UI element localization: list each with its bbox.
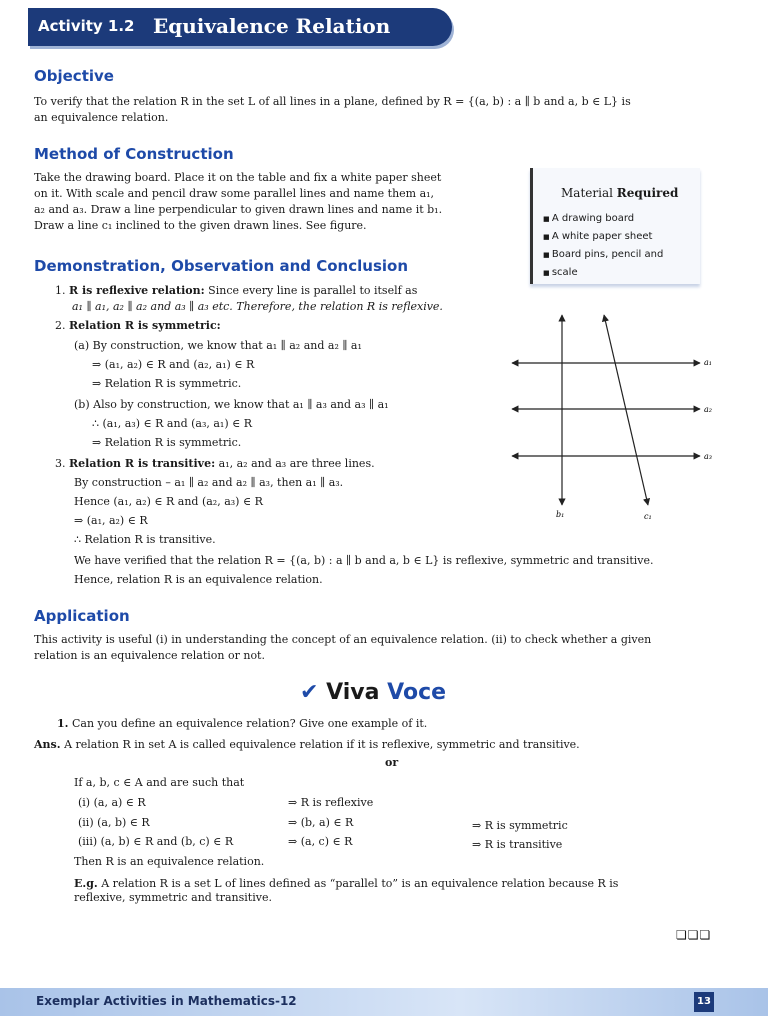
point-3-line-4: ⇒ (a₁, a₂) ∈ R [74, 514, 148, 527]
application-heading: Application [34, 607, 130, 625]
label-b1: b₁ [556, 510, 565, 519]
point-1-text: Since every line is parallel to itself as [204, 284, 418, 297]
property-row-3-col-2: ⇒ (a, c) ∈ R [288, 835, 353, 848]
point-2b-line-1: (b) Also by construction, we know that a₁ ∥ a₃ and a₃ ∥ a₁ [74, 398, 389, 411]
point-2b-line-3: ⇒ Relation R is symmetric. [92, 436, 242, 449]
point-1-number: 1. [55, 284, 66, 297]
conclusion-line-2: Hence, relation R is an equivalence relation. [74, 573, 323, 586]
viva-word: Viva [326, 680, 380, 705]
point-2-title: Relation R is symmetric: [69, 319, 221, 332]
conclusion-line-1: We have verified that the relation R = {(a, b) : a ∥ b and a, b ∈ L} is reflexive, symmetric and transitive. [74, 554, 654, 567]
method-heading: Method of Construction [34, 145, 234, 163]
point-2 [55, 318, 221, 334]
question-text: Can you define an equivalence relation? Give one example of it. [71, 717, 428, 730]
answer-label: Ans. [34, 738, 61, 751]
objective-line-1: To verify that the relation R in the set L of all lines in a plane, defined by R = {(a, b) : a ∥ b and a, b ∈ L} is [34, 95, 631, 108]
example-line-2: reflexive, symmetric and transitive. [74, 891, 272, 904]
page-footer [0, 988, 768, 1016]
material-item: ■ Board pins, pencil and [543, 246, 663, 264]
application-line-1: This activity is useful (i) in understanding the concept of an equivalence relation. (ii) to check whether a given [34, 633, 652, 646]
point-2-number: 2. [55, 319, 66, 332]
activity-number: Activity 1.2 [38, 17, 135, 35]
end-mark: ❏❏❏ [676, 928, 712, 942]
point-2a-line-3: ⇒ Relation R is symmetric. [92, 377, 242, 390]
voce-word: Voce [387, 680, 447, 705]
label-a2: a₂ [704, 405, 712, 414]
page-number: 13 [694, 992, 714, 1012]
point-3-line-3: Hence (a₁, a₂) ∈ R and (a₂, a₃) ∈ R [74, 495, 263, 508]
example-text: A relation R is a set L of lines defined as “parallel to” is an equivalence relation because R is [97, 877, 619, 890]
method-line-1: Take the drawing board. Place it on the table and fix a white paper sheet [34, 171, 442, 184]
example-label: E.g. [74, 877, 98, 890]
parallel-lines-figure [500, 305, 720, 525]
material-title-bold: Required [616, 186, 679, 200]
material-list [543, 210, 663, 282]
property-row-2-col-2: ⇒ (b, a) ∈ R [288, 816, 354, 829]
question-number: 1. [57, 717, 69, 730]
method-line-2: on it. With scale and pencil draw some parallel lines and name them a₁, [34, 187, 435, 200]
property-row-3-col-3: ⇒ R is transitive [472, 838, 563, 851]
if-line: If a, b, c ∈ A and are such that [74, 776, 245, 789]
point-1 [55, 283, 417, 299]
objective-heading: Objective [34, 67, 114, 85]
property-row-1-col-1: (i) (a, a) ∈ R [78, 796, 146, 809]
property-row-1-col-2: ⇒ R is reflexive [288, 796, 374, 809]
point-3-number: 3. [55, 457, 66, 470]
application-line-2: relation is an equivalence relation or not. [34, 649, 265, 662]
point-2a-line-1: (a) By construction, we know that a₁ ∥ a₂ and a₂ ∥ a₁ [74, 339, 362, 352]
property-row-2-col-3: ⇒ R is symmetric [472, 819, 568, 832]
viva-answer [34, 737, 580, 753]
material-item: ■ A white paper sheet [543, 228, 663, 246]
viva-question [57, 716, 427, 732]
point-1-title: R is reflexive relation: [69, 284, 205, 297]
property-row-2-col-1: (ii) (a, b) ∈ R [78, 816, 150, 829]
point-2b-line-2: ∴ (a₁, a₃) ∈ R and (a₃, a₁) ∈ R [92, 417, 253, 430]
activity-banner [28, 8, 452, 46]
label-c1: c₁ [644, 512, 652, 521]
then-line: Then R is an equivalence relation. [74, 855, 265, 868]
material-required-box [530, 168, 700, 284]
point-2a-line-2: ⇒ (a₁, a₂) ∈ R and (a₂, a₁) ∈ R [92, 358, 255, 371]
material-title [561, 186, 678, 200]
point-3 [55, 456, 375, 472]
material-item: ■ A drawing board [543, 210, 663, 228]
point-3-line-5: ∴ Relation R is transitive. [74, 533, 216, 546]
or-separator: or [385, 756, 399, 769]
demonstration-heading: Demonstration, Observation and Conclusion [34, 257, 408, 275]
point-3-text: a₁, a₂ and a₃ are three lines. [215, 457, 375, 470]
activity-title: Equivalence Relation [153, 14, 391, 38]
line-c1 [604, 315, 648, 505]
checkmark-icon: ✔ [300, 680, 319, 705]
material-title-plain: Material [561, 186, 613, 200]
answer-text: A relation R in set A is called equivalence relation if it is reflexive, symmetric and transitive. [64, 738, 580, 751]
point-3-title: Relation R is transitive: [69, 457, 216, 470]
footer-title: Exemplar Activities in Mathematics-12 [36, 994, 297, 1008]
point-1-line-2: a₁ ∥ a₁, a₂ ∥ a₂ and a₃ ∥ a₃ etc. Therefore, the relation R is reflexive. [72, 300, 443, 313]
objective-line-2: an equivalence relation. [34, 111, 169, 124]
method-line-4: Draw a line c₁ inclined to the given drawn lines. See figure. [34, 219, 367, 232]
method-line-3: a₂ and a₃. Draw a line perpendicular to given drawn lines and name it b₁. [34, 203, 443, 216]
viva-voce-heading [300, 680, 446, 705]
label-a1: a₁ [704, 358, 712, 367]
material-item-continued: ■ scale [543, 264, 663, 282]
point-3-line-2: By construction – a₁ ∥ a₂ and a₂ ∥ a₃, then a₁ ∥ a₃. [74, 476, 344, 489]
label-a3: a₃ [704, 452, 712, 461]
property-row-3-col-1: (iii) (a, b) ∈ R and (b, c) ∈ R [78, 835, 234, 848]
